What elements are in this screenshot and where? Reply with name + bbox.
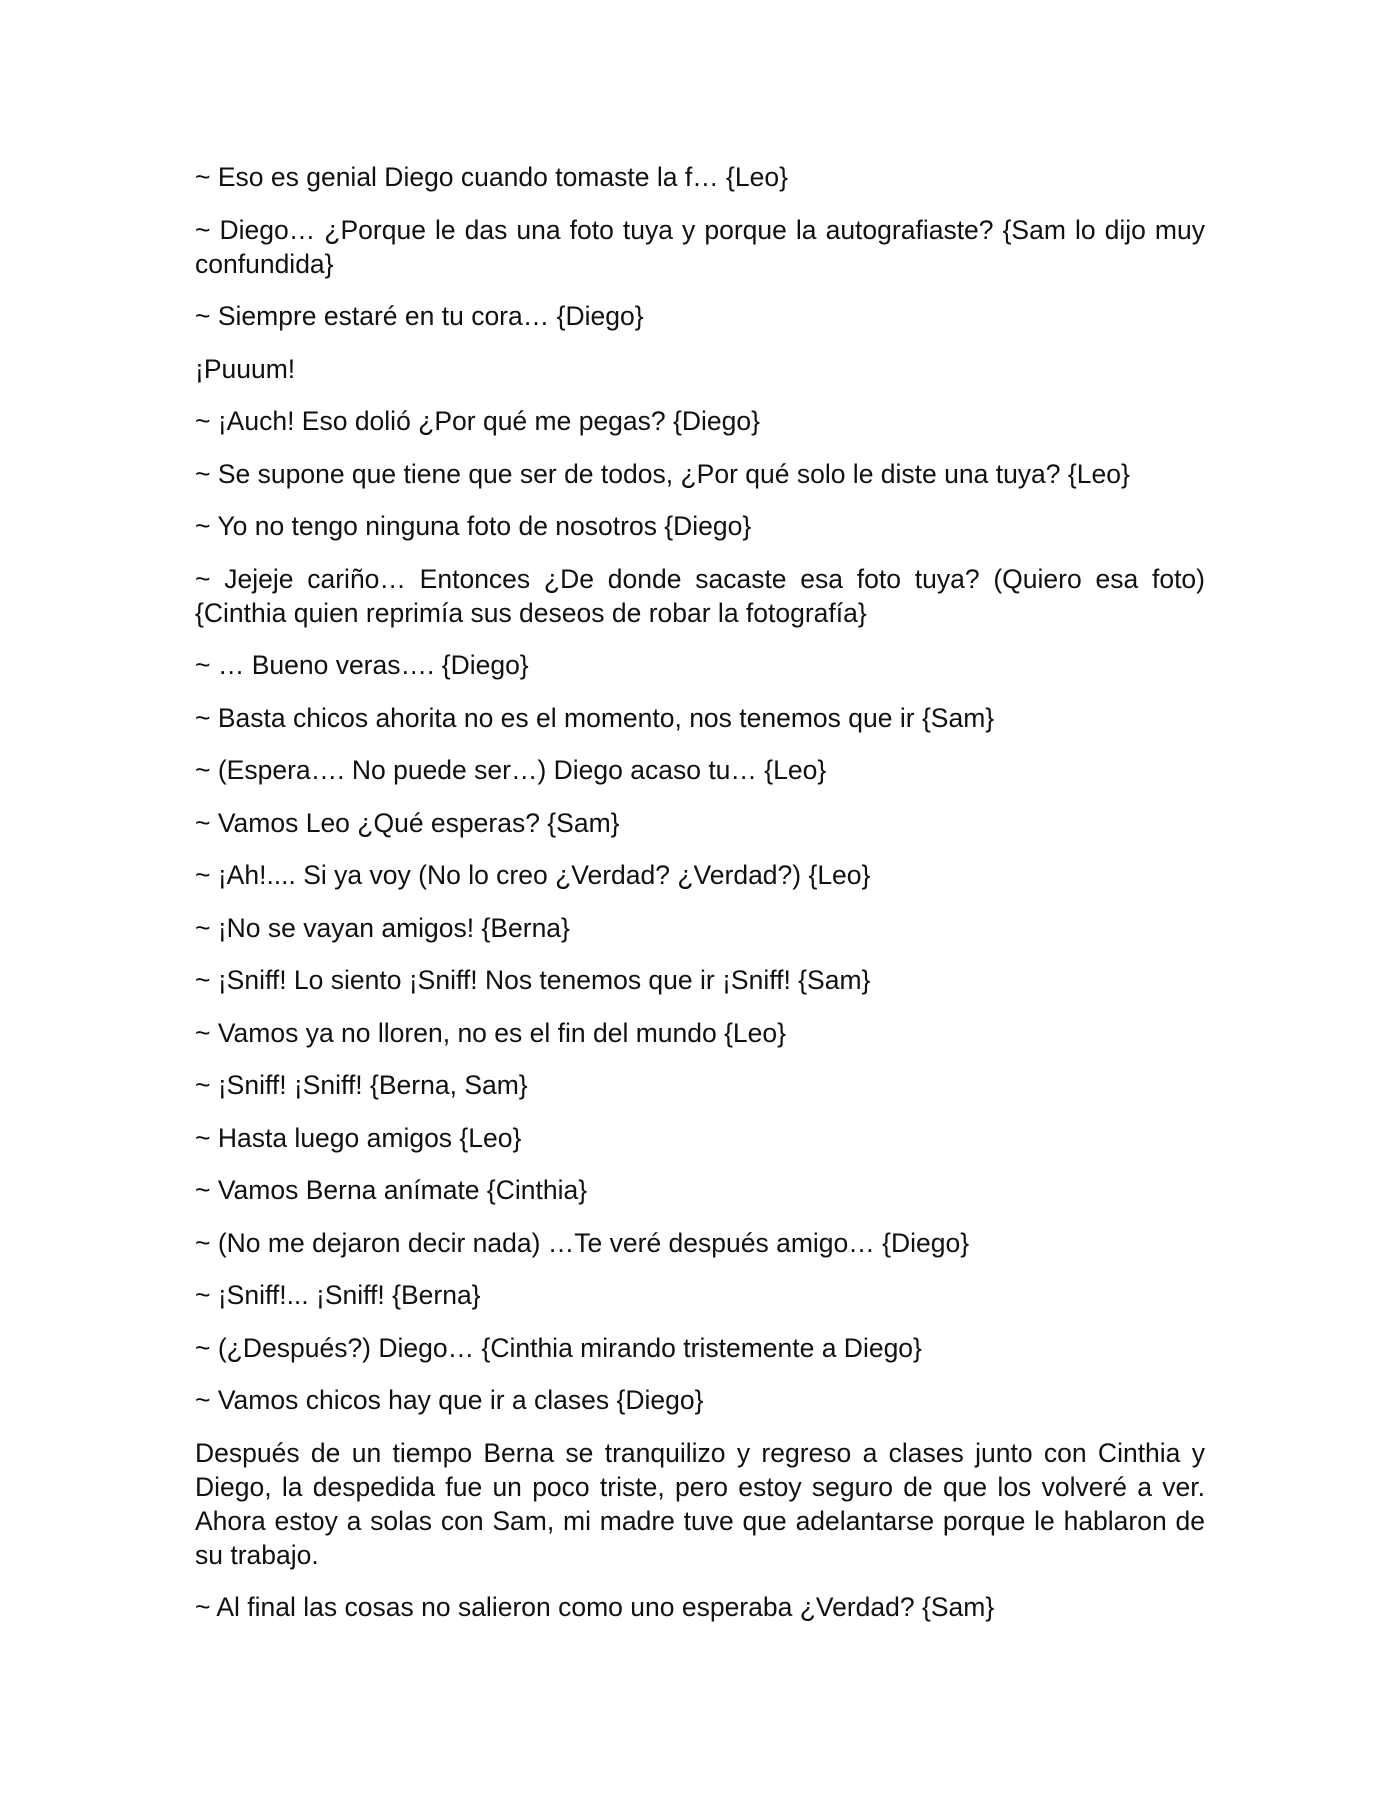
- document-page: [195, 160, 1205, 1643]
- narrative-paragraph: Después de un tiempo Berna se tranquilizo y regreso a clases junto con Cinthia y Diego, la despedida fue un poco triste, pero estoy seguro de que los volveré a ver. Ahora estoy a solas con Sam, mi madre tuve que adelantarse porque le hablaron de su trabajo.: [195, 1437, 1205, 1570]
- paragraph: ¡Puuum!: [195, 353, 296, 384]
- paragraph: ~ Al final las cosas no salieron como uno esperaba ¿Verdad? {Sam}: [195, 1592, 995, 1622]
- paragraph: ~ Hasta luego amigos {Leo}: [195, 1122, 522, 1153]
- paragraph: ~ ¡Auch! Eso dolió ¿Por qué me pegas? {Diego}: [195, 406, 760, 436]
- paragraph: ~ Vamos Berna anímate {Cinthia}: [195, 1175, 588, 1205]
- paragraph: ~ (No me dejaron decir nada) …Te veré después amigo… {Diego}: [195, 1227, 970, 1258]
- paragraph: ~ ¡Sniff! ¡Sniff! {Berna, Sam}: [195, 1070, 528, 1100]
- paragraph: ~ Vamos ya no lloren, no es el fin del mundo {Leo}: [195, 1017, 786, 1048]
- paragraph: ~ … Bueno veras…. {Diego}: [195, 650, 529, 680]
- paragraph: ~ ¡Sniff! Lo siento ¡Sniff! Nos tenemos que ir ¡Sniff! {Sam}: [195, 965, 871, 995]
- paragraph: ~ (¿Después?) Diego… {Cinthia mirando tristemente a Diego}: [195, 1332, 922, 1363]
- paragraph: ~ (Espera…. No puede ser…) Diego acaso tu… {Leo}: [195, 755, 827, 785]
- paragraph: ~ ¡Sniff!... ¡Sniff! {Berna}: [195, 1280, 481, 1310]
- paragraph: ~ Eso es genial Diego cuando tomaste la f… {Leo}: [195, 162, 788, 192]
- paragraph: ~ Siempre estaré en tu cora… {Diego}: [195, 301, 644, 331]
- paragraph: ~ Yo no tengo ninguna foto de nosotros {Diego}: [195, 511, 752, 541]
- paragraph: ~ Basta chicos ahorita no es el momento, nos tenemos que ir {Sam}: [195, 702, 995, 733]
- paragraph: ~ Se supone que tiene que ser de todos, ¿Por qué solo le diste una tuya? {Leo}: [195, 458, 1130, 489]
- paragraph: ~ Vamos chicos hay que ir a clases {Diego}: [195, 1385, 704, 1415]
- paragraph: ~ ¡Ah!.... Si ya voy (No lo creo ¿Verdad? ¿Verdad?) {Leo}: [195, 860, 871, 890]
- paragraph: ~ Diego… ¿Porque le das una foto tuya y porque la autografiaste? {Sam lo dijo muy confundida}: [195, 214, 1205, 279]
- paragraph: ~ Jejeje cariño… Entonces ¿De donde sacaste esa foto tuya? (Quiero esa foto) {Cinthia quien reprimía sus deseos de robar la fotografía}: [195, 563, 1205, 628]
- paragraph: ~ Vamos Leo ¿Qué esperas? {Sam}: [195, 807, 620, 838]
- paragraph: ~ ¡No se vayan amigos! {Berna}: [195, 912, 570, 943]
